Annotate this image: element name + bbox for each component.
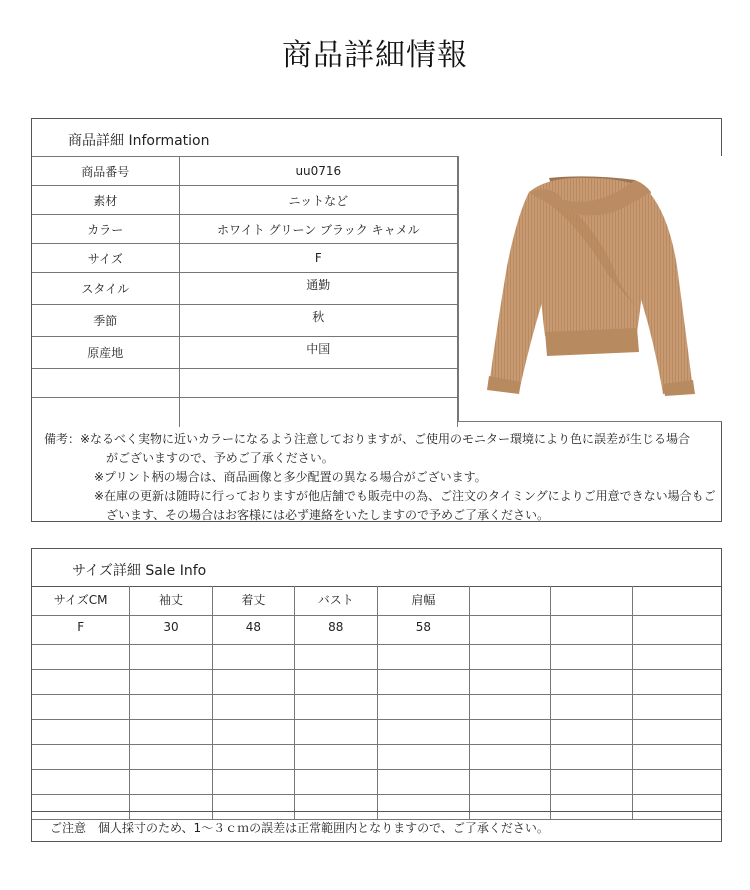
size-cell: [470, 695, 550, 720]
spec-table: [32, 156, 458, 427]
spec-value: 秋: [179, 305, 457, 337]
notes-block: [32, 422, 721, 525]
size-cell: [550, 745, 632, 770]
spec-value: uu0716: [179, 157, 457, 186]
size-row: [32, 720, 721, 745]
spec-row: [32, 157, 458, 186]
size-cell: [32, 720, 130, 745]
size-cell: [632, 616, 721, 645]
size-section-heading: サイズ詳細 Sale Info: [72, 563, 207, 579]
size-row: [32, 770, 721, 795]
size-header-cell: 袖丈: [130, 586, 212, 616]
size-cell: [212, 695, 294, 720]
size-cell: [632, 770, 721, 795]
size-row: [32, 745, 721, 770]
size-cell: 30: [130, 616, 212, 645]
size-cell: [377, 670, 470, 695]
size-section-header: [32, 549, 721, 587]
spec-label: 商品番号: [32, 157, 179, 186]
spec-label: 季節: [32, 305, 179, 337]
spec-row: [32, 305, 458, 337]
size-cell: [130, 670, 212, 695]
size-cell: [470, 720, 550, 745]
info-section-header: [32, 119, 721, 157]
size-cell: [32, 670, 130, 695]
size-cell: [470, 616, 550, 645]
size-cell: [212, 670, 294, 695]
spec-row: [32, 215, 458, 244]
spec-row: [32, 244, 458, 273]
spec-label: [32, 369, 179, 398]
size-cell: [212, 720, 294, 745]
size-cell: [212, 770, 294, 795]
size-cell: [32, 745, 130, 770]
spec-label: カラー: [32, 215, 179, 244]
size-cell: [295, 695, 377, 720]
note-line: ※プリント柄の場合は、商品画像と多少配置の異なる場合がございます。: [94, 470, 487, 484]
size-table: [32, 586, 721, 820]
size-cell: [32, 645, 130, 670]
size-info-section: [31, 548, 722, 842]
size-row: [32, 616, 721, 645]
sweater-image: [459, 156, 721, 420]
size-cell: 88: [295, 616, 377, 645]
size-cell: [32, 770, 130, 795]
size-cell: [295, 745, 377, 770]
spec-value: ニットなど: [179, 186, 457, 215]
spec-label: 素材: [32, 186, 179, 215]
size-cell: [550, 770, 632, 795]
note-line: ※在庫の更新は随時に行っておりますが他店舗でも販売中の為、ご注文のタイミングによりご用意できない場合もご: [94, 489, 716, 503]
size-cell: [632, 670, 721, 695]
page-title: 商品詳細情報: [282, 38, 468, 73]
size-cell: [130, 770, 212, 795]
spec-value: [179, 369, 457, 398]
size-cell: [550, 695, 632, 720]
size-header-cell: [470, 586, 550, 616]
spec-row: [32, 337, 458, 369]
size-cell: [295, 670, 377, 695]
size-cell: [550, 670, 632, 695]
info-section-heading: 商品詳細 Information: [68, 133, 210, 149]
size-cell: [130, 720, 212, 745]
spec-value: 中国: [179, 337, 457, 369]
size-cell: [295, 645, 377, 670]
size-cell: [632, 645, 721, 670]
size-cell: [550, 720, 632, 745]
size-cell: 58: [377, 616, 470, 645]
size-cell: [377, 645, 470, 670]
size-row: [32, 695, 721, 720]
spec-label: サイズ: [32, 244, 179, 273]
size-cell: [377, 695, 470, 720]
spec-label: スタイル: [32, 273, 179, 305]
size-cell: [212, 645, 294, 670]
size-cell: [470, 770, 550, 795]
size-cell: [632, 745, 721, 770]
size-header-cell: [632, 586, 721, 616]
spec-row: [32, 369, 458, 398]
size-header-cell: バスト: [295, 586, 377, 616]
note-line: がございますので、予めご了承ください。: [106, 451, 334, 465]
size-header-cell: 肩幅: [377, 586, 470, 616]
size-cell: [32, 695, 130, 720]
note-line: 備考：※なるべく実物に近いカラーになるよう注意しておりますが、ご使用のモニター環境により色に誤差が生じる場合: [44, 432, 691, 446]
size-cell: [470, 745, 550, 770]
note-line: ざいます、その場合はお客様には必ず連絡をいたしますので予めご了承ください。: [106, 508, 550, 522]
size-cell: [470, 645, 550, 670]
size-header-cell: サイズCM: [32, 586, 130, 616]
size-cell: [550, 645, 632, 670]
size-cell: [377, 770, 470, 795]
size-cell: [295, 720, 377, 745]
size-cell: [295, 770, 377, 795]
product-photo: [458, 156, 722, 422]
size-cell: [130, 745, 212, 770]
spec-value: ホワイト グリーン ブラック キャメル: [179, 215, 457, 244]
size-cell: 48: [212, 616, 294, 645]
size-cell: F: [32, 616, 130, 645]
size-cell: [470, 670, 550, 695]
spec-value: F: [179, 244, 457, 273]
size-header-row: [32, 586, 721, 616]
size-cell: [130, 645, 212, 670]
size-row: [32, 645, 721, 670]
size-cell: [212, 745, 294, 770]
spec-row: [32, 273, 458, 305]
spec-label: 原産地: [32, 337, 179, 369]
size-header-cell: [550, 586, 632, 616]
size-cell: [377, 720, 470, 745]
size-cell: [377, 745, 470, 770]
size-row: [32, 670, 721, 695]
size-cell: [632, 720, 721, 745]
size-header-cell: 着丈: [212, 586, 294, 616]
size-cell: [550, 616, 632, 645]
spec-row: [32, 186, 458, 215]
size-caution: ご注意 個人採寸のため、1～３ｃｍの誤差は正常範囲内となりますので、ご了承ください。: [32, 811, 721, 841]
size-cell: [130, 695, 212, 720]
size-cell: [632, 695, 721, 720]
spec-value: 通勤: [179, 273, 457, 305]
product-info-section: [31, 118, 722, 522]
